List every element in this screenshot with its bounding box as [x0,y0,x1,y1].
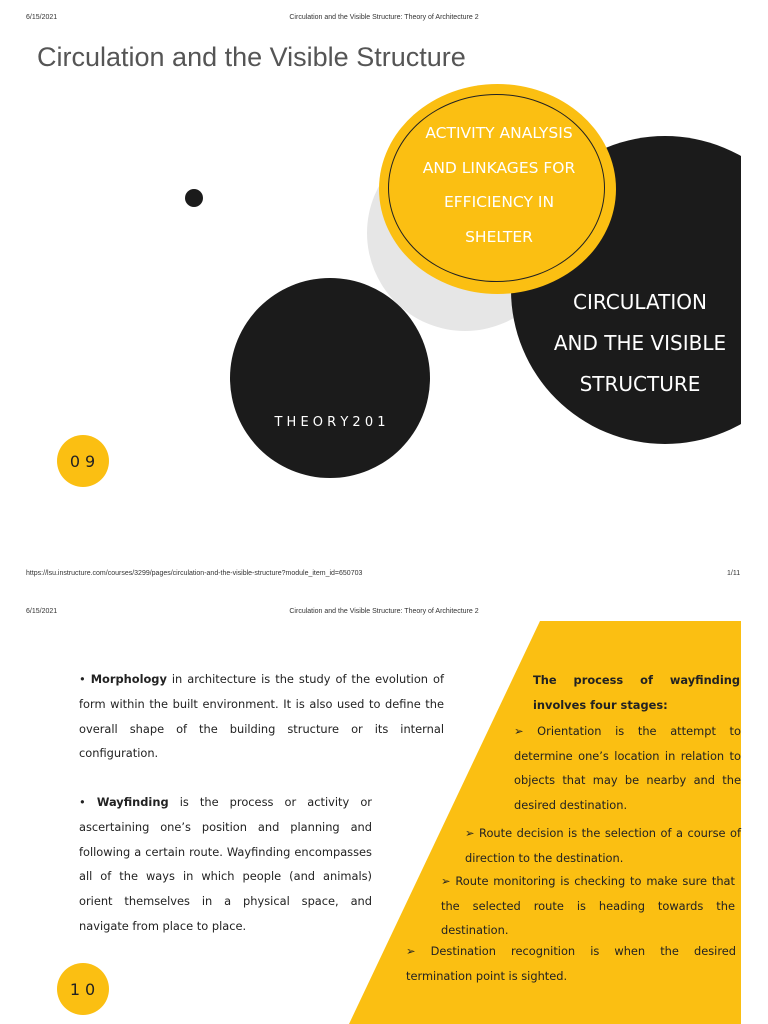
page2-header-title: Circulation and the Visible Structure: Theory of Architecture 2 [289,608,479,615]
yellow-line-2: AND LINKAGES FOR [422,158,576,177]
slide-number-badge-2: 10 [57,963,109,1015]
yellow-line-1: ACTIVITY ANALYSIS [425,124,573,142]
page2-header-date: 6/15/2021 [26,608,58,615]
circle-right-line-2: AND THE VISIBLE [553,331,727,355]
circle-left-line-1: T H E O R Y 2 0 1 [274,415,386,430]
circle-right-line-1: CIRCULATION [573,290,707,314]
circle-right-line-3: STRUCTURE [579,372,701,396]
morphology-text: in architecture is the study of the evolution of form within the built environment. It is also used to define the overall shape of the building structure or its internal configuration. [79,672,444,761]
stages-heading: The process of wayfinding involves four stages: [533,673,740,712]
page1-footer-url[interactable]: https://lsu.instructure.com/courses/3299/pages/circulation-and-the-visible-structure?module_item_id=650703 [26,570,363,577]
wayfinding-paragraph: • Wayfinding is the process or activity or ascertaining one’s position and planning and following a certain route. Wayfinding encompasses all of the ways in which people (and animals) orient themselves in a physical space, and navigate from place to place. [79,795,372,933]
yellow-line-4: SHELTER [465,227,533,246]
stage-orientation: ➢ Orientation is the attempt to determine one’s location in relation to objects that may be nearby and the desired destination. [514,724,741,812]
page1-header-date: 6/15/2021 [26,14,58,21]
page1-header-title: Circulation and the Visible Structure: Theory of Architecture 2 [289,14,479,21]
stage-destination-recognition: ➢ Destination recognition is when the desired termination point is sighted. [406,944,736,983]
morphology-term: Morphology [90,672,167,686]
morphology-paragraph: • Morphology in architecture is the study of the evolution of form within the built environment. It is also used to define the overall shape of the building structure or its internal configuration. [79,672,444,761]
wayfinding-text: is the process or activity or ascertaining one’s position and planning and following a certain route. Wayfinding encompasses all of the ways in which people (and animals) orient themselves in a physical space, and navigate from place to place. [79,795,372,933]
wayfinding-term: Wayfinding [96,795,169,809]
circle-left-line-2: M O D U L E 7 [281,499,379,514]
page-title: Circulation and the Visible Structure [37,42,466,72]
page1-footer-page: 1/11 [727,570,741,577]
stage-route-monitoring: ➢ Route monitoring is checking to make sure that the selected route is heading towards the destination. [441,874,735,937]
slide-number-badge: 09 [57,435,109,487]
stage-route-decision: ➢ Route decision is the selection of a course of direction to the destination. [465,826,741,865]
yellow-line-3: EFFICIENCY IN [443,193,555,211]
